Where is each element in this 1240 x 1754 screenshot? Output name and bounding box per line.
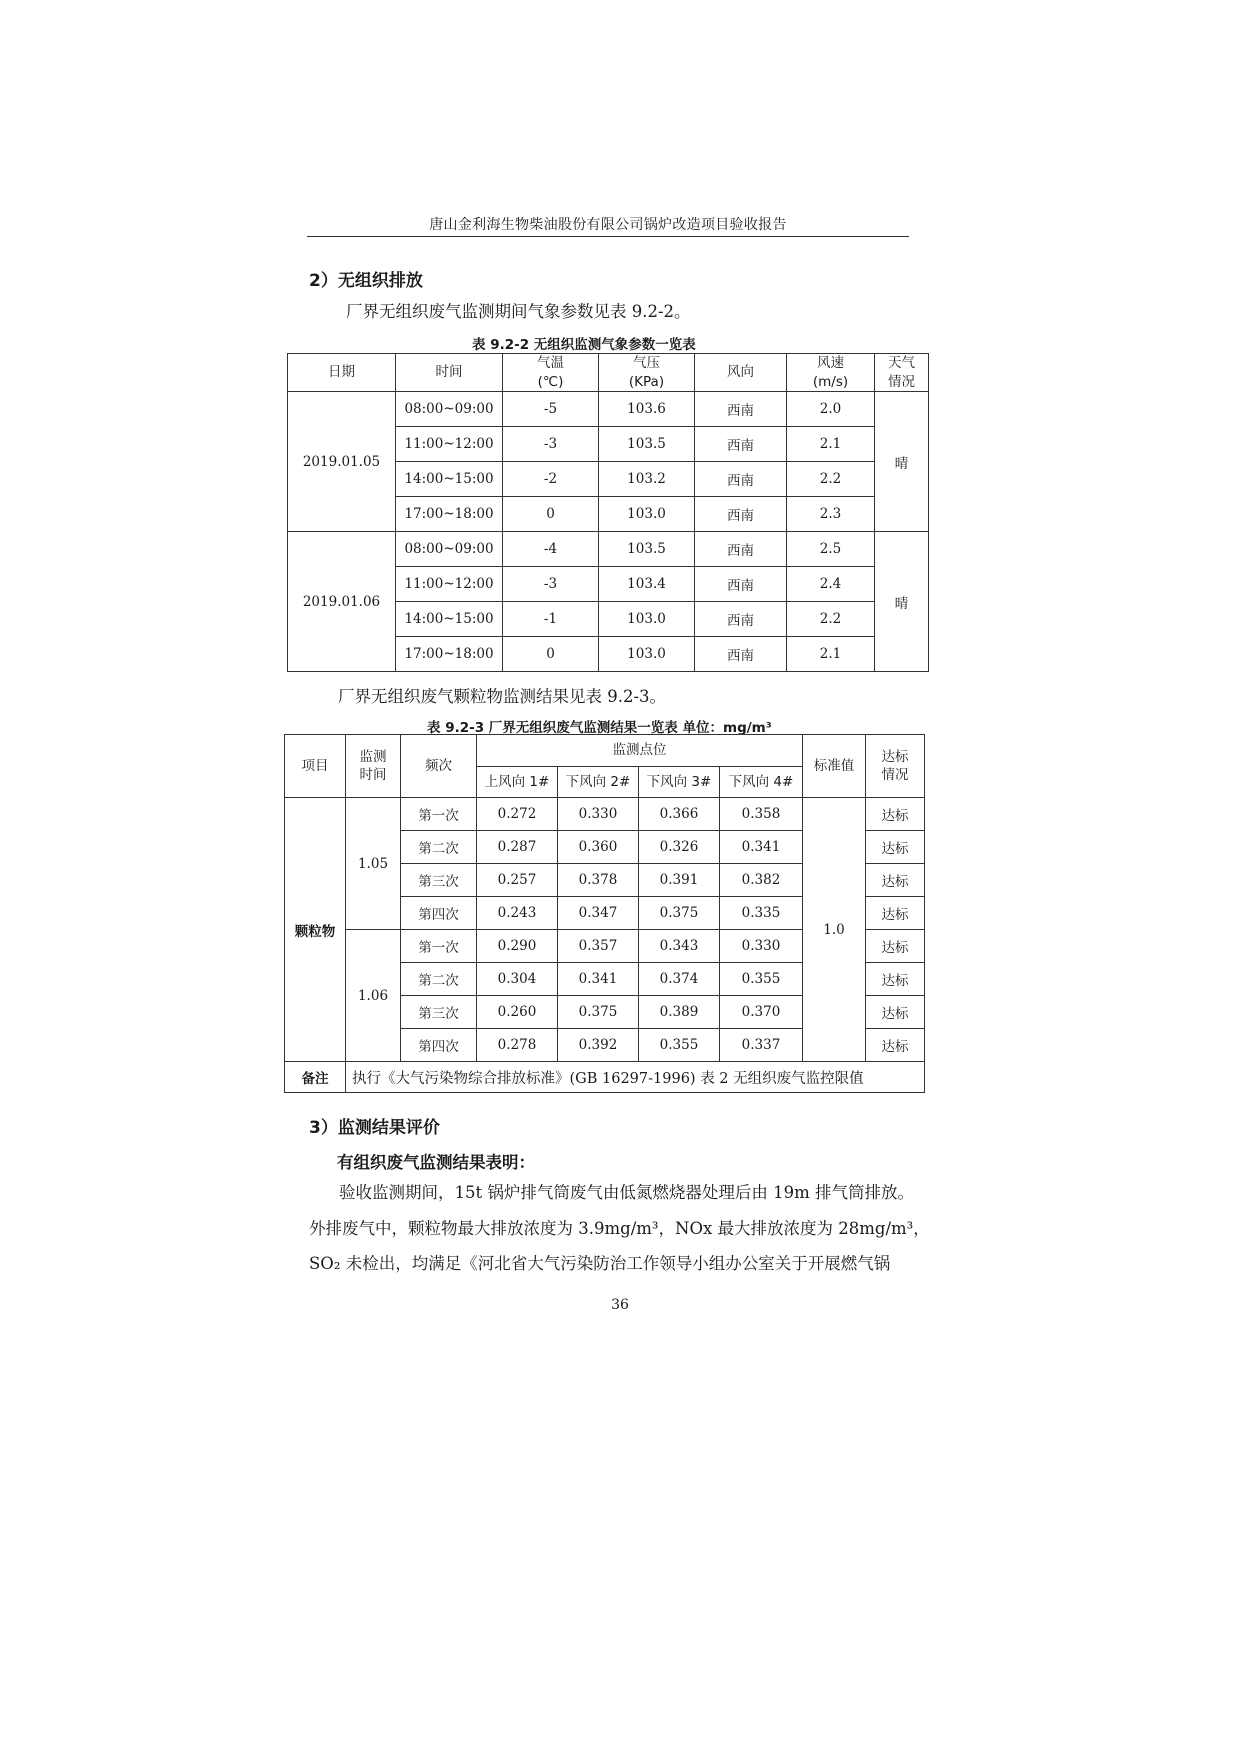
time-cell: 08:00~09:00 bbox=[396, 392, 503, 427]
value-cell: 0.337 bbox=[720, 1029, 803, 1062]
time-cell: 17:00~18:00 bbox=[396, 637, 503, 672]
value-cell: 0.330 bbox=[720, 930, 803, 963]
page-number: 36 bbox=[611, 1297, 629, 1313]
time-cell: 08:00~09:00 bbox=[396, 532, 503, 567]
compliance-cell: 达标 bbox=[866, 897, 925, 930]
monitor-date-cell: 1.05 bbox=[346, 798, 401, 930]
value-cell: 0.355 bbox=[720, 963, 803, 996]
header-frequency: 频次 bbox=[401, 735, 477, 798]
value-cell: 0.360 bbox=[558, 831, 639, 864]
header-point-2: 下风向 2# bbox=[558, 767, 639, 798]
value-cell: 0.375 bbox=[558, 996, 639, 1029]
time-cell: 11:00~12:00 bbox=[396, 427, 503, 462]
wind-dir-cell: 西南 bbox=[695, 567, 787, 602]
pressure-cell: 103.0 bbox=[599, 602, 695, 637]
value-cell: 0.378 bbox=[558, 864, 639, 897]
time-cell: 17:00~18:00 bbox=[396, 497, 503, 532]
pressure-cell: 103.2 bbox=[599, 462, 695, 497]
compliance-cell: 达标 bbox=[866, 1029, 925, 1062]
paragraph-intro-table1: 厂界无组织废气监测期间气象参数见表 9.2-2。 bbox=[346, 302, 691, 321]
header-wind-direction: 风向 bbox=[695, 354, 787, 392]
frequency-cell: 第三次 bbox=[401, 864, 477, 897]
temp-cell: -1 bbox=[503, 602, 599, 637]
table-row bbox=[285, 798, 925, 831]
value-cell: 0.347 bbox=[558, 897, 639, 930]
wind-speed-cell: 2.2 bbox=[787, 602, 875, 637]
header-time: 时间 bbox=[396, 354, 503, 392]
value-cell: 0.391 bbox=[639, 864, 720, 897]
item-cell: 颗粒物 bbox=[285, 798, 346, 1062]
compliance-cell: 达标 bbox=[866, 930, 925, 963]
paragraph-intro-table2: 厂界无组织废气颗粒物监测结果见表 9.2-3。 bbox=[338, 687, 667, 706]
header-wind-speed: 风速 (m/s) bbox=[787, 354, 875, 392]
value-cell: 0.392 bbox=[558, 1029, 639, 1062]
header-weather: 天气 情况 bbox=[875, 354, 929, 392]
wind-dir-cell: 西南 bbox=[695, 462, 787, 497]
value-cell: 0.335 bbox=[720, 897, 803, 930]
time-cell: 14:00~15:00 bbox=[396, 602, 503, 637]
table2-header-row-1 bbox=[285, 735, 925, 767]
value-cell: 0.341 bbox=[720, 831, 803, 864]
value-cell: 0.374 bbox=[639, 963, 720, 996]
wind-dir-cell: 西南 bbox=[695, 392, 787, 427]
weather-cell: 晴 bbox=[875, 532, 929, 672]
value-cell: 0.366 bbox=[639, 798, 720, 831]
compliance-cell: 达标 bbox=[866, 996, 925, 1029]
temp-cell: 0 bbox=[503, 637, 599, 672]
evaluation-line-3: SO₂ 未检出，均满足《河北省大气污染防治工作领导小组办公室关于开展燃气锅 bbox=[309, 1254, 891, 1273]
table-row bbox=[288, 532, 929, 567]
value-cell: 0.355 bbox=[639, 1029, 720, 1062]
table-row bbox=[288, 392, 929, 427]
header-date: 日期 bbox=[288, 354, 396, 392]
note-label: 备注 bbox=[285, 1062, 346, 1093]
value-cell: 0.375 bbox=[639, 897, 720, 930]
compliance-cell: 达标 bbox=[866, 798, 925, 831]
header-standard: 标准值 bbox=[803, 735, 866, 798]
frequency-cell: 第一次 bbox=[401, 798, 477, 831]
frequency-cell: 第四次 bbox=[401, 897, 477, 930]
value-cell: 0.243 bbox=[477, 897, 558, 930]
frequency-cell: 第四次 bbox=[401, 1029, 477, 1062]
value-cell: 0.370 bbox=[720, 996, 803, 1029]
wind-dir-cell: 西南 bbox=[695, 427, 787, 462]
document-header: 唐山金利海生物柴油股份有限公司锅炉改造项目验收报告 bbox=[429, 217, 787, 233]
wind-speed-cell: 2.4 bbox=[787, 567, 875, 602]
table2-note-row bbox=[285, 1062, 925, 1093]
meteorological-parameters-table bbox=[287, 353, 929, 672]
header-point-3: 下风向 3# bbox=[639, 767, 720, 798]
value-cell: 0.358 bbox=[720, 798, 803, 831]
pressure-cell: 103.5 bbox=[599, 532, 695, 567]
header-pressure: 气压 (KPa) bbox=[599, 354, 695, 392]
wind-dir-cell: 西南 bbox=[695, 637, 787, 672]
pressure-cell: 103.5 bbox=[599, 427, 695, 462]
value-cell: 0.326 bbox=[639, 831, 720, 864]
table2-caption: 表 9.2-3 厂界无组织废气监测结果一览表 单位：mg/m³ bbox=[427, 720, 772, 736]
value-cell: 0.257 bbox=[477, 864, 558, 897]
value-cell: 0.272 bbox=[477, 798, 558, 831]
frequency-cell: 第三次 bbox=[401, 996, 477, 1029]
evaluation-line-2: 外排废气中，颗粒物最大排放浓度为 3.9mg/m³，NOx 最大排放浓度为 28mg/m³， bbox=[309, 1219, 930, 1238]
header-monitor-time: 监测 时间 bbox=[346, 735, 401, 798]
value-cell: 0.330 bbox=[558, 798, 639, 831]
time-cell: 14:00~15:00 bbox=[396, 462, 503, 497]
value-cell: 0.278 bbox=[477, 1029, 558, 1062]
header-temperature: 气温 (℃) bbox=[503, 354, 599, 392]
table1-header-row bbox=[288, 354, 929, 392]
frequency-cell: 第二次 bbox=[401, 831, 477, 864]
wind-dir-cell: 西南 bbox=[695, 532, 787, 567]
standard-value-cell: 1.0 bbox=[803, 798, 866, 1062]
compliance-cell: 达标 bbox=[866, 831, 925, 864]
value-cell: 0.260 bbox=[477, 996, 558, 1029]
wind-dir-cell: 西南 bbox=[695, 602, 787, 637]
value-cell: 0.290 bbox=[477, 930, 558, 963]
value-cell: 0.341 bbox=[558, 963, 639, 996]
wind-speed-cell: 2.2 bbox=[787, 462, 875, 497]
header-point-1: 上风向 1# bbox=[477, 767, 558, 798]
header-monitoring-points: 监测点位 bbox=[477, 735, 803, 767]
compliance-cell: 达标 bbox=[866, 963, 925, 996]
header-rule bbox=[307, 236, 909, 237]
particulate-monitoring-results-table bbox=[284, 734, 925, 1093]
temp-cell: -5 bbox=[503, 392, 599, 427]
wind-speed-cell: 2.0 bbox=[787, 392, 875, 427]
value-cell: 0.287 bbox=[477, 831, 558, 864]
value-cell: 0.343 bbox=[639, 930, 720, 963]
compliance-cell: 达标 bbox=[866, 864, 925, 897]
frequency-cell: 第二次 bbox=[401, 963, 477, 996]
wind-speed-cell: 2.5 bbox=[787, 532, 875, 567]
weather-cell: 晴 bbox=[875, 392, 929, 532]
table1-caption: 表 9.2-2 无组织监测气象参数一览表 bbox=[472, 337, 696, 353]
frequency-cell: 第一次 bbox=[401, 930, 477, 963]
temp-cell: -3 bbox=[503, 427, 599, 462]
pressure-cell: 103.0 bbox=[599, 497, 695, 532]
wind-dir-cell: 西南 bbox=[695, 497, 787, 532]
note-text: 执行《大气污染物综合排放标准》(GB 16297-1996) 表 2 无组织废气监控限值 bbox=[346, 1062, 925, 1093]
section-heading-evaluation: 3）监测结果评价 bbox=[309, 1118, 440, 1138]
wind-speed-cell: 2.3 bbox=[787, 497, 875, 532]
time-cell: 11:00~12:00 bbox=[396, 567, 503, 602]
pressure-cell: 103.4 bbox=[599, 567, 695, 602]
temp-cell: 0 bbox=[503, 497, 599, 532]
header-point-4: 下风向 4# bbox=[720, 767, 803, 798]
wind-speed-cell: 2.1 bbox=[787, 637, 875, 672]
monitor-date-cell: 1.06 bbox=[346, 930, 401, 1062]
date-cell: 2019.01.05 bbox=[288, 392, 396, 532]
header-compliance: 达标 情况 bbox=[866, 735, 925, 798]
evaluation-line-1: 验收监测期间，15t 锅炉排气筒废气由低氮燃烧器处理后由 19m 排气筒排放。 bbox=[339, 1183, 915, 1202]
temp-cell: -4 bbox=[503, 532, 599, 567]
header-item: 项目 bbox=[285, 735, 346, 798]
temp-cell: -2 bbox=[503, 462, 599, 497]
wind-speed-cell: 2.1 bbox=[787, 427, 875, 462]
temp-cell: -3 bbox=[503, 567, 599, 602]
date-cell: 2019.01.06 bbox=[288, 532, 396, 672]
value-cell: 0.357 bbox=[558, 930, 639, 963]
pressure-cell: 103.0 bbox=[599, 637, 695, 672]
value-cell: 0.382 bbox=[720, 864, 803, 897]
section-heading-unorganized-emission: 2）无组织排放 bbox=[309, 271, 423, 291]
evaluation-subheading: 有组织废气监测结果表明： bbox=[337, 1153, 535, 1172]
value-cell: 0.389 bbox=[639, 996, 720, 1029]
value-cell: 0.304 bbox=[477, 963, 558, 996]
pressure-cell: 103.6 bbox=[599, 392, 695, 427]
